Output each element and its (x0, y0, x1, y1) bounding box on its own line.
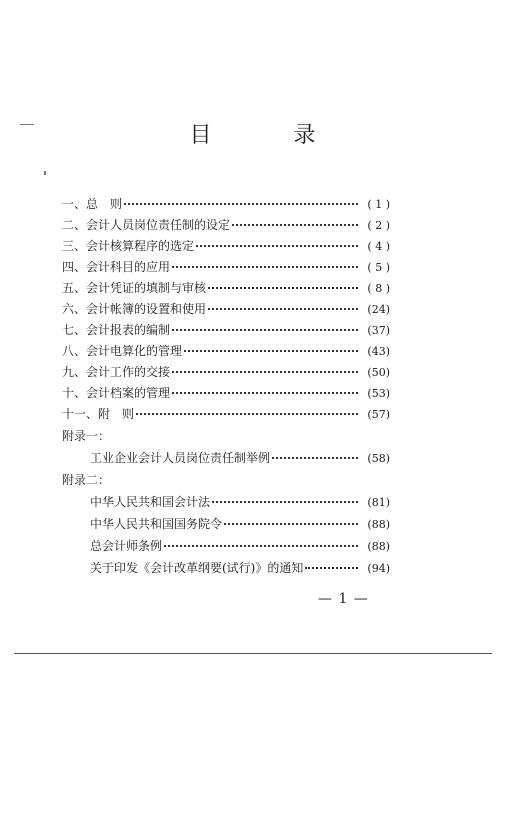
toc-entry-label: 三、会计核算程序的选定 (62, 239, 195, 253)
appendix-entry (62, 557, 390, 579)
dot-leader (208, 287, 358, 289)
toc-entry-label: 一、总 则 (62, 197, 123, 211)
dot-leader (305, 567, 358, 569)
toc-main-entries (62, 194, 390, 425)
dot-leader (196, 245, 358, 247)
toc-entry-label: 关于印发《会计改革纲要(试行)》的通知 (90, 561, 304, 575)
toc-entry (62, 194, 390, 215)
toc-entry-page: (57) (367, 408, 390, 421)
toc-entry-label: 二、会计人员岗位责任制的设定 (62, 218, 231, 232)
appendix-entry (62, 447, 390, 469)
toc-entry-page: (43) (367, 345, 390, 358)
toc-entry-label: 五、会计凭证的填制与审核 (62, 281, 207, 295)
dot-leader (224, 523, 358, 525)
toc-entry-page: ( 5 ) (367, 261, 390, 274)
toc-entry-label: 工业企业会计人员岗位责任制举例 (90, 451, 271, 465)
toc-entry-page: (81) (367, 496, 390, 509)
dot-leader (172, 371, 358, 373)
appendix-entry (62, 535, 390, 557)
table-of-contents (62, 194, 390, 579)
toc-entry-page: (50) (367, 366, 390, 379)
toc-entry-page: (94) (367, 562, 390, 575)
toc-entry-label: 八、会计电算化的管理 (62, 344, 183, 358)
toc-entry (62, 320, 390, 341)
dot-leader (212, 501, 358, 503)
dot-leader (172, 392, 358, 394)
toc-entry (62, 341, 390, 362)
appendix-2-entries (62, 491, 390, 579)
toc-entry-page: ( 8 ) (367, 282, 390, 295)
scan-mark (44, 171, 46, 175)
toc-entry-page: (88) (367, 540, 390, 553)
appendix-1-heading: 附录一： (62, 429, 111, 443)
toc-entry-page: (58) (367, 452, 390, 465)
appendix-2-heading: 附录二： (62, 473, 111, 487)
dot-leader (164, 545, 358, 547)
dot-leader (124, 203, 358, 205)
toc-entry-page: (37) (367, 324, 390, 337)
toc-entry-page: ( 2 ) (367, 219, 390, 232)
toc-entry-label: 中华人民共和国国务院令 (90, 517, 223, 531)
bottom-rule (14, 653, 492, 654)
toc-entry (62, 215, 390, 236)
toc-entry-page: ( 1 ) (367, 198, 390, 211)
toc-entry-label: 六、会计帐簿的设置和使用 (62, 302, 207, 316)
toc-entry (62, 236, 390, 257)
toc-entry-label: 中华人民共和国会计法 (90, 495, 211, 509)
page-number: — 1 — (318, 591, 369, 607)
toc-entry (62, 362, 390, 383)
scan-mark (20, 124, 34, 125)
appendix-entry (62, 491, 390, 513)
toc-entry (62, 299, 390, 320)
dot-leader (208, 308, 358, 310)
toc-entry-page: (24) (367, 303, 390, 316)
appendix-entry (62, 513, 390, 535)
toc-entry (62, 404, 390, 425)
toc-entry-page: (88) (367, 518, 390, 531)
toc-entry-label: 十一、附 则 (62, 407, 135, 421)
page-title: 目 录 (189, 123, 346, 148)
toc-entry (62, 383, 390, 404)
toc-entry-page: (53) (367, 387, 390, 400)
toc-entry-label: 七、会计报表的编制 (62, 323, 171, 337)
toc-entry-page: ( 4 ) (367, 240, 390, 253)
toc-entry-label: 十、会计档案的管理 (62, 386, 171, 400)
dot-leader (136, 413, 358, 415)
appendix-1-entries (62, 447, 390, 469)
dot-leader (172, 266, 358, 268)
dot-leader (172, 329, 358, 331)
toc-entry (62, 278, 390, 299)
toc-entry (62, 257, 390, 278)
dot-leader (232, 224, 358, 226)
toc-entry-label: 总会计师条例 (90, 539, 163, 553)
toc-entry-label: 四、会计科目的应用 (62, 260, 171, 274)
toc-entry-label: 九、会计工作的交接 (62, 365, 171, 379)
dot-leader (272, 457, 358, 459)
dot-leader (184, 350, 358, 352)
